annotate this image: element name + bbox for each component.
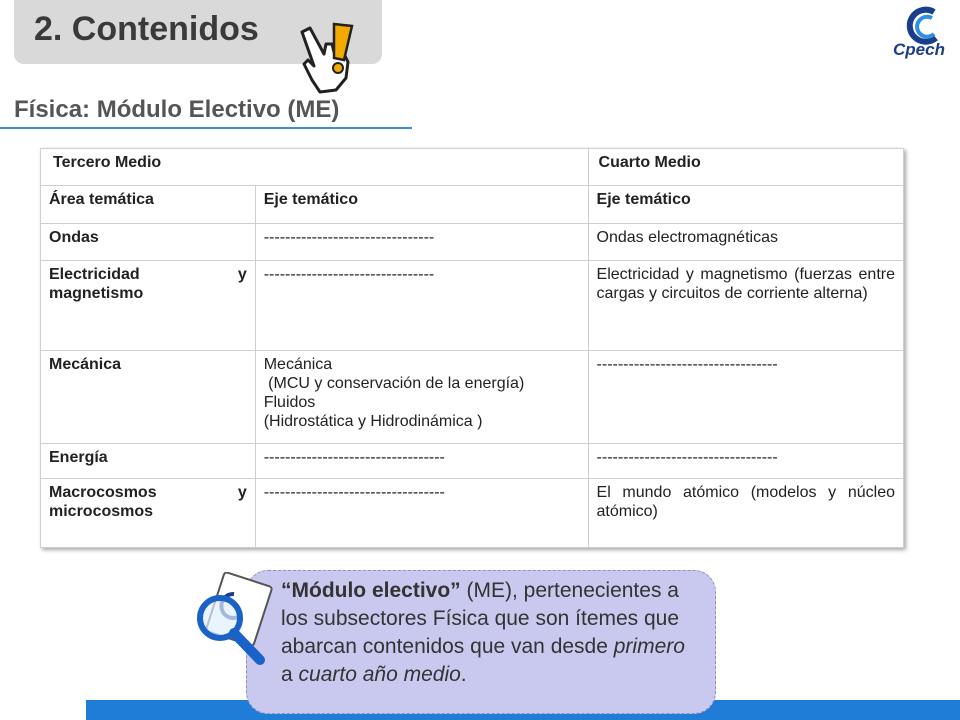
subtitle-underline bbox=[0, 127, 412, 129]
magnifier-document-icon bbox=[184, 572, 284, 672]
cell-area bbox=[41, 478, 256, 547]
col-eje-tematico-3: Eje temático bbox=[255, 185, 588, 224]
area-word: magnetismo bbox=[49, 285, 144, 303]
table-subheader-row bbox=[41, 185, 904, 224]
table-row bbox=[41, 350, 904, 444]
col-area-tematica: Área temática bbox=[41, 185, 256, 224]
header-cuarto-medio: Cuarto Medio bbox=[588, 149, 903, 186]
col-eje-tematico-4: Eje temático bbox=[588, 185, 903, 224]
area-word: microcosmos bbox=[49, 502, 154, 520]
area-word: y bbox=[237, 483, 247, 501]
pointing-hand-icon bbox=[290, 14, 360, 100]
cell-eje3 bbox=[255, 350, 588, 444]
section-subtitle: Física: Módulo Electivo (ME) bbox=[14, 96, 340, 123]
logo-text: Cpech bbox=[893, 40, 945, 59]
eje-line: Mecánica bbox=[263, 355, 333, 373]
eje-line: Fluidos bbox=[263, 393, 316, 411]
callout-em: primero bbox=[613, 634, 685, 658]
cell-eje4: El mundo atómico (modelos y núcleo atómico) bbox=[588, 478, 903, 547]
cell-area: Mecánica bbox=[41, 350, 256, 444]
callout-em: cuarto año medio bbox=[298, 662, 461, 686]
area-word: Macrocosmos bbox=[49, 483, 157, 501]
cell-area: Ondas bbox=[41, 224, 256, 261]
cell-area bbox=[41, 260, 256, 350]
header-tercero-medio: Tercero Medio bbox=[41, 149, 589, 186]
callout-box bbox=[246, 570, 716, 714]
callout-span: . bbox=[460, 662, 467, 686]
cell-eje3: ---------------------------------- bbox=[255, 444, 588, 479]
cell-eje4: Ondas electromagnéticas bbox=[588, 224, 903, 261]
cell-eje4: ---------------------------------- bbox=[588, 350, 903, 444]
eje-line: (MCU y conservación de la energía) bbox=[263, 374, 525, 392]
table-row bbox=[41, 478, 904, 547]
callout-text bbox=[281, 577, 701, 689]
table-row bbox=[41, 224, 904, 261]
callout-bold: “Módulo electivo” bbox=[281, 579, 461, 602]
callout-span: (ME), pertenecientes a los subsectores Física que son ítemes que abarcan contenidos que van desde bbox=[281, 579, 680, 658]
eje-line: (Hidrostática y Hidrodinámica ) bbox=[263, 413, 483, 431]
area-word: y bbox=[237, 265, 247, 283]
area-word: Electricidad bbox=[49, 265, 140, 283]
table-header-row bbox=[41, 149, 904, 186]
content-table bbox=[40, 148, 904, 548]
cell-eje3: ---------------------------------- bbox=[255, 478, 588, 547]
cell-eje3: -------------------------------- bbox=[255, 224, 588, 261]
cell-eje4: Electricidad y magnetismo (fuerzas entre cargas y circuitos de corriente alterna) bbox=[588, 260, 903, 350]
table-row bbox=[41, 444, 904, 479]
table-row bbox=[41, 260, 904, 350]
cell-eje4: ---------------------------------- bbox=[588, 444, 903, 479]
cell-eje3: -------------------------------- bbox=[255, 260, 588, 350]
page-title: 2. Contenidos bbox=[34, 10, 259, 48]
callout-span: a bbox=[281, 662, 299, 686]
cell-area: Energía bbox=[41, 444, 256, 479]
